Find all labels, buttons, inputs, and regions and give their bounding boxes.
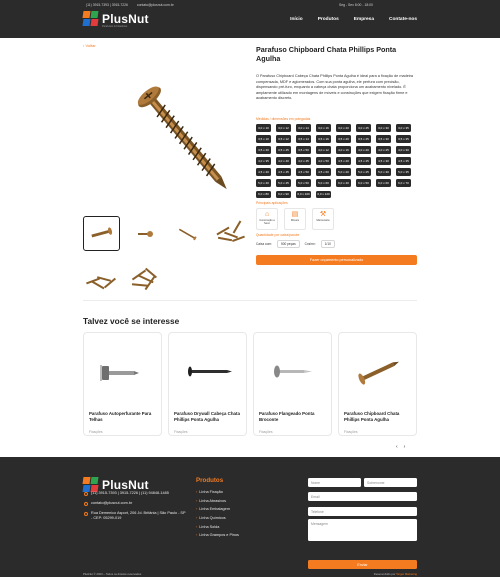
size-chip[interactable]: 3,5 x 14 <box>296 135 311 143</box>
size-chip[interactable]: 4,0 x 50 <box>316 157 331 165</box>
size-chip[interactable]: 4,0 x 30 <box>396 146 411 154</box>
top-contacts <box>86 3 174 7</box>
product-card-image <box>339 333 417 408</box>
saw-icon: ⚒ <box>319 211 327 218</box>
footer-product-label: Linha Fixação <box>199 490 223 494</box>
product-card-category: Fixações <box>344 430 358 434</box>
size-chip[interactable]: 4,5 x 25 <box>356 157 371 165</box>
size-chip[interactable]: 3,0 x 35 <box>396 124 411 132</box>
dev-prefix: Desenvolvido por <box>373 572 396 576</box>
arrow-icon: › <box>196 524 198 529</box>
product-card[interactable] <box>253 332 332 436</box>
size-chip[interactable]: 3,5 x 40 <box>256 146 271 154</box>
send-button[interactable]: Enviar <box>308 560 417 569</box>
footer-logo[interactable] <box>83 477 149 492</box>
pack-caixa-value: 500 peças <box>277 240 300 248</box>
nav-contate-nos[interactable]: Contate-nos <box>389 17 417 22</box>
footer-product-label: Linha Químicos <box>199 516 226 521</box>
product-card-image <box>169 333 247 408</box>
product-main-image[interactable] <box>128 65 238 210</box>
quote-button[interactable]: Fazer orçamento personalizado <box>256 255 417 265</box>
size-chip[interactable]: 6,0 x 80 <box>256 191 271 199</box>
dev-name: Target Marketing <box>396 572 417 576</box>
product-description: O Parafuso Chipboard Cabeça Chata Phillips Ponta Agulha é ideal para a fixação de madeira compensada, MDF e aglomerados. Com sua ponta agulha, ele perfura com precisão, dispensando pré-furo, enquanto a cabeça chata proporciona um acabamento nivelado. É amplamente utilizado em montagens de móveis e construções que exigem fixação firme e acabamento discreto. <box>256 74 414 101</box>
developer-credit[interactable] <box>374 572 417 576</box>
product-card-name: Parafuso Drywall Cabeça Chata Phillips Ponta Agulha <box>174 411 240 422</box>
size-chip[interactable]: 5,0 x 45 <box>276 179 291 187</box>
size-chip[interactable]: 4,0 x 20 <box>356 146 371 154</box>
size-chip[interactable]: 4,0 x 35 <box>256 157 271 165</box>
company-input[interactable]: Sobrenome <box>364 478 417 487</box>
arrow-icon: › <box>196 498 198 503</box>
size-chip[interactable]: 3,5 x 20 <box>336 135 351 143</box>
footer-address-text: Rua Demenico Asport, 206 Jd. Britânia | São Paulo - SP - CEP: 05299-019 <box>91 511 186 520</box>
thumbnail-3[interactable] <box>169 216 206 251</box>
size-chip[interactable]: 3,0 x 14 <box>296 124 311 132</box>
size-chip[interactable]: 4,5 x 30 <box>376 157 391 165</box>
thumbnail-2[interactable] <box>126 216 163 251</box>
size-chip[interactable]: 5,0 x 25 <box>356 168 371 176</box>
size-chip[interactable]: 3,5 x 35 <box>396 135 411 143</box>
footer-product-link[interactable] <box>196 507 239 511</box>
nav-empresa[interactable]: Empresa <box>353 17 375 22</box>
nav-inicio[interactable]: Início <box>290 17 303 22</box>
related-products <box>83 332 417 436</box>
size-chip[interactable]: 4,5 x 60 <box>316 168 331 176</box>
pack-cx-label: Cxs/m²: <box>304 242 316 246</box>
nav-produtos[interactable]: Produtos <box>317 17 339 22</box>
size-chip[interactable]: 3,5 x 10 <box>256 135 271 143</box>
product-card-name: Parafuso Flangeado Ponta Broconte <box>259 411 315 422</box>
logo-text: PlusNut <box>102 477 149 492</box>
footer-product-link[interactable] <box>196 525 239 529</box>
logo-subtitle: Parafusos & Fixadores <box>102 25 128 28</box>
size-chip[interactable]: 5,0 x 30 <box>376 168 391 176</box>
size-chip[interactable]: 3,5 x 50 <box>296 146 311 154</box>
product-card-name: Parafuso Chipboard Chata Phillips Ponta Agulha <box>344 411 400 422</box>
size-chip[interactable]: 5,0 x 60 <box>316 179 331 187</box>
product-card-image <box>84 333 162 408</box>
top-header <box>0 0 500 38</box>
section-divider <box>83 300 417 301</box>
size-chip[interactable]: 3,0 x 30 <box>376 124 391 132</box>
size-chip[interactable]: 3,5 x 12 <box>276 135 291 143</box>
size-chip[interactable]: 4,0 x 16 <box>336 146 351 154</box>
application-moveis <box>284 208 306 230</box>
footer-products-list <box>196 490 239 542</box>
prev-arrow-icon[interactable]: ‹ <box>396 444 398 450</box>
footer-product-label: Linha Grampos e Pinos <box>199 533 239 538</box>
copyright: PlusNut © 2023 – Todos os direitos reservados <box>83 572 142 576</box>
sizes-label: Medidas / dimensões em polegadas <box>256 117 311 121</box>
house-icon: ⌂ <box>264 211 270 218</box>
logo[interactable] <box>83 11 149 26</box>
applications-label: Principais aplicações <box>256 201 288 205</box>
size-chip[interactable]: 3,0 x 12 <box>276 124 291 132</box>
logo-icon <box>83 477 98 492</box>
message-textarea[interactable]: Mensagem <box>308 519 417 541</box>
size-chip[interactable]: 3,5 x 16 <box>316 135 331 143</box>
size-chip[interactable]: 6,0 x 100 <box>297 192 310 197</box>
product-title: Parafuso Chipboard Chata Phillips Ponta Agulha <box>256 45 397 63</box>
size-chip[interactable]: 4,0 x 25 <box>376 146 391 154</box>
logo-icon <box>83 11 98 26</box>
size-chip[interactable]: 4,5 x 40 <box>256 168 271 176</box>
back-link[interactable]: ‹ Voltar <box>83 43 96 48</box>
size-chip[interactable]: 6,0 x 90 <box>276 191 291 199</box>
size-chip[interactable]: 5,0 x 50 <box>296 179 311 187</box>
footer-email-text: contato@plusnut.com.br <box>91 501 133 505</box>
pack-caixa-label: Caixa com: <box>256 242 272 246</box>
applications-list <box>256 208 334 230</box>
footer-phone-text: (11) 3915-7393 | 3915-7226 | (11) 94848-1485 <box>91 491 169 495</box>
arrow-icon: › <box>196 533 198 538</box>
size-chip[interactable]: 6,0 x 120 <box>317 192 330 197</box>
packaging-info <box>256 240 335 248</box>
arrow-icon: › <box>196 516 198 521</box>
whatsapp-icon <box>84 492 88 496</box>
size-chip[interactable]: 6,0 x 50 <box>356 179 371 187</box>
product-card-category: Fixações <box>259 430 273 434</box>
size-chip[interactable]: 6,0 x 60 <box>376 179 391 187</box>
name-input[interactable]: Nome <box>308 478 361 487</box>
size-chip[interactable]: 4,0 x 12 <box>316 146 331 154</box>
thumbnail-1[interactable] <box>83 216 120 251</box>
size-chip[interactable]: 4,0 x 45 <box>296 157 311 165</box>
carousel-pager <box>396 444 405 450</box>
size-chip[interactable]: 5,0 x 20 <box>336 168 351 176</box>
size-chip[interactable]: 3,5 x 30 <box>376 135 391 143</box>
thumbnail-5[interactable] <box>83 262 120 297</box>
product-card[interactable] <box>338 332 417 436</box>
application-construcao <box>256 208 278 230</box>
email-input[interactable]: Email <box>308 492 417 501</box>
packaging-label: Quantidade por caixa/pacote <box>256 233 300 237</box>
product-card-category: Fixações <box>174 430 188 434</box>
product-card[interactable] <box>83 332 162 436</box>
arrow-icon: › <box>196 507 198 512</box>
email-text[interactable]: contato@plusnut.com.br <box>136 3 174 7</box>
application-label: Construção a Seco <box>259 219 275 225</box>
footer-product-label: Linha Embalagem <box>199 507 230 512</box>
size-chip[interactable]: 3,0 x 20 <box>336 124 351 132</box>
thumbnail-6[interactable] <box>126 262 163 297</box>
product-card-category: Fixações <box>89 430 103 434</box>
footer-product-link[interactable] <box>196 516 239 520</box>
product-card[interactable] <box>168 332 247 436</box>
size-chip[interactable]: 3,0 x 16 <box>316 124 331 132</box>
size-chip[interactable]: 3,0 x 10 <box>256 124 271 132</box>
size-chip[interactable]: 3,5 x 25 <box>356 135 371 143</box>
related-title: Talvez você se interesse <box>83 316 180 326</box>
footer <box>0 457 500 577</box>
footer-product-link[interactable] <box>196 490 239 494</box>
business-hours: Seg - Sex 8:00 - 18:00 <box>339 3 373 7</box>
footer-product-link[interactable] <box>196 499 239 503</box>
size-chip[interactable]: 4,5 x 35 <box>396 157 411 165</box>
size-chip[interactable]: 4,0 x 40 <box>276 157 291 165</box>
size-chip[interactable]: 4,5 x 20 <box>336 157 351 165</box>
next-arrow-icon[interactable]: › <box>403 444 406 450</box>
product-card-image <box>254 333 332 408</box>
main-nav <box>290 17 417 22</box>
size-chip[interactable]: 5,0 x 40 <box>256 179 271 187</box>
back-label: Voltar <box>85 43 96 48</box>
logo-text: PlusNut <box>102 11 149 26</box>
pack-cx-value: 1/10 <box>321 240 335 248</box>
arrow-icon: › <box>196 490 198 494</box>
footer-product-label: Linha Abrasivos <box>199 498 227 503</box>
size-chip[interactable]: 5,0 x 35 <box>396 168 411 176</box>
mail-icon <box>84 502 88 506</box>
sizes-grid <box>256 124 418 198</box>
location-icon <box>84 512 88 516</box>
furniture-icon: ▤ <box>291 211 299 218</box>
product-card-name: Parafuso Autoperfurante Para Telhas <box>89 411 152 422</box>
size-chip[interactable]: 4,5 x 45 <box>276 168 291 176</box>
application-label: Móveis <box>290 219 300 222</box>
footer-address <box>84 511 186 521</box>
footer-products-title: Produtos <box>196 477 224 484</box>
size-chip[interactable]: 3,5 x 45 <box>276 146 291 154</box>
application-marcenaria <box>312 208 334 230</box>
thumbnail-4[interactable] <box>212 216 249 251</box>
footer-product-label: Linha Solda <box>199 524 220 529</box>
size-chip[interactable]: 6,0 x 70 <box>396 179 411 187</box>
size-chip[interactable]: 4,5 x 50 <box>296 168 311 176</box>
phone-text[interactable]: (11) 3915-7393 | 3915-7226 <box>86 3 128 7</box>
application-label: Marcenaria <box>316 219 330 222</box>
size-chip[interactable]: 3,0 x 25 <box>356 124 371 132</box>
footer-email[interactable] <box>84 501 186 506</box>
phone-input[interactable]: Telefone <box>308 507 417 516</box>
footer-phone[interactable] <box>84 491 186 496</box>
footer-contacts <box>84 491 186 526</box>
size-chip[interactable]: 6,0 x 40 <box>336 179 351 187</box>
footer-product-link[interactable] <box>196 533 239 537</box>
